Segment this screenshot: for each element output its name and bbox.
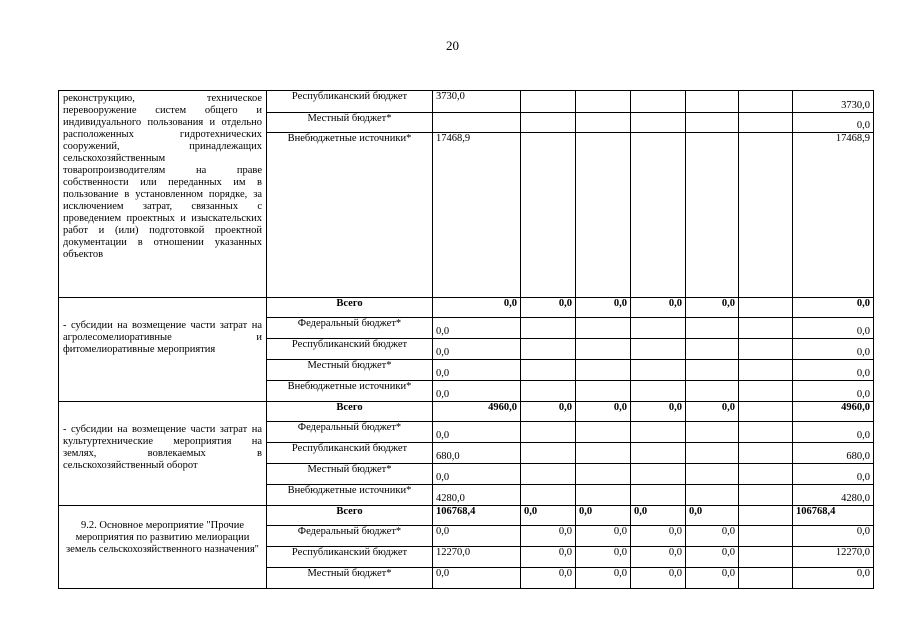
total-label: Всего [267, 298, 433, 318]
year-cell: 0,0 [686, 402, 739, 422]
year-cell: 0,0 [576, 547, 631, 568]
year-cell: 0,0 [686, 547, 739, 568]
total-cell: 4960,0 [793, 402, 874, 422]
amount-cell: 0,0 [433, 464, 521, 485]
total-cell: 3730,0 [793, 91, 874, 113]
table-row [59, 298, 874, 318]
amount-cell: 3730,0 [433, 91, 521, 113]
year-cell: 0,0 [521, 547, 576, 568]
funding-source: Федеральный бюджет* [267, 318, 433, 339]
amount-cell: 4280,0 [433, 485, 521, 506]
total-cell: 680,0 [793, 443, 874, 464]
year-cell: 0,0 [521, 298, 576, 318]
year-cell: 0,0 [631, 568, 686, 589]
funding-source: Республиканский бюджет [267, 547, 433, 568]
table-row [59, 402, 874, 422]
amount-cell [433, 113, 521, 133]
year-cell: 0,0 [576, 298, 631, 318]
total-cell: 0,0 [793, 339, 874, 360]
year-cell: 0,0 [576, 402, 631, 422]
year-cell: 0,0 [631, 298, 686, 318]
year-cell: 0,0 [521, 568, 576, 589]
amount-cell: 0,0 [433, 360, 521, 381]
amount-cell: 106768,4 [433, 506, 521, 526]
measure-description: - субсидии на возмещение части затрат на агролесомелиоративные и фитомелиоративные мероприятия [59, 298, 267, 402]
year-cell: 0,0 [686, 506, 739, 526]
total-cell: 0,0 [793, 464, 874, 485]
total-cell: 4280,0 [793, 485, 874, 506]
table-row [59, 506, 874, 526]
total-cell: 0,0 [793, 298, 874, 318]
funding-source: Внебюджетные источники* [267, 133, 433, 298]
year-cell: 0,0 [686, 526, 739, 547]
funding-source: Федеральный бюджет* [267, 526, 433, 547]
year-cell: 0,0 [521, 506, 576, 526]
measure-description: 9.2. Основное мероприятие "Прочие мероприятия по развитию мелиорации земель сельскохозяйственного назначения" [59, 506, 267, 589]
amount-cell: 0,0 [433, 526, 521, 547]
year-cell: 0,0 [521, 402, 576, 422]
funding-source: Федеральный бюджет* [267, 422, 433, 443]
total-label: Всего [267, 506, 433, 526]
total-cell: 0,0 [793, 422, 874, 443]
year-cell: 0,0 [521, 526, 576, 547]
total-cell: 106768,4 [793, 506, 874, 526]
page-number: 20 [446, 38, 459, 53]
year-cell: 0,0 [631, 547, 686, 568]
year-cell: 0,0 [576, 506, 631, 526]
amount-cell: 0,0 [433, 339, 521, 360]
year-cell: 0,0 [631, 526, 686, 547]
funding-source: Местный бюджет* [267, 464, 433, 485]
funding-source: Местный бюджет* [267, 360, 433, 381]
total-cell: 0,0 [793, 113, 874, 133]
amount-cell: 12270,0 [433, 547, 521, 568]
amount-cell: 0,0 [433, 568, 521, 589]
amount-cell: 17468,9 [433, 133, 521, 298]
funding-source: Республиканский бюджет [267, 91, 433, 113]
amount-cell: 0,0 [433, 422, 521, 443]
funding-source: Местный бюджет* [267, 113, 433, 133]
total-cell: 0,0 [793, 568, 874, 589]
measure-description: - субсидии на возмещение части затрат на культуртехнические мероприятия на землях, вовлекаемых в сельскохозяйственный оборот [59, 402, 267, 506]
year-cell: 0,0 [576, 526, 631, 547]
amount-cell: 0,0 [433, 298, 521, 318]
funding-source: Республиканский бюджет [267, 443, 433, 464]
budget-table [58, 90, 874, 589]
funding-source: Местный бюджет* [267, 568, 433, 589]
year-cell: 0,0 [631, 402, 686, 422]
funding-source: Республиканский бюджет [267, 339, 433, 360]
measure-description: реконструкцию, техническое перевооружение систем общего и индивидуального пользования и отдельно расположенных гидротехнических сооружений, принадлежащих сельскохозяйственным товаропроизводителям на праве собственности или переданных им в пользование в установленном порядке, за исключением затрат, связанных с проведением проектных и изыскательских работ и (или) подготовкой проектной документации в отношении указанных объектов [59, 91, 267, 298]
total-cell: 0,0 [793, 360, 874, 381]
year-cell: 0,0 [631, 506, 686, 526]
total-cell: 12270,0 [793, 547, 874, 568]
amount-cell: 0,0 [433, 318, 521, 339]
year-cell: 0,0 [576, 568, 631, 589]
year-cell: 0,0 [686, 568, 739, 589]
table-row [59, 91, 874, 113]
total-label: Всего [267, 402, 433, 422]
total-cell: 0,0 [793, 381, 874, 402]
funding-source: Внебюджетные источники* [267, 381, 433, 402]
amount-cell: 680,0 [433, 443, 521, 464]
total-cell: 0,0 [793, 318, 874, 339]
total-cell: 0,0 [793, 526, 874, 547]
amount-cell: 0,0 [433, 381, 521, 402]
amount-cell: 4960,0 [433, 402, 521, 422]
year-cell: 0,0 [686, 298, 739, 318]
total-cell: 17468,9 [793, 133, 874, 298]
funding-source: Внебюджетные источники* [267, 485, 433, 506]
